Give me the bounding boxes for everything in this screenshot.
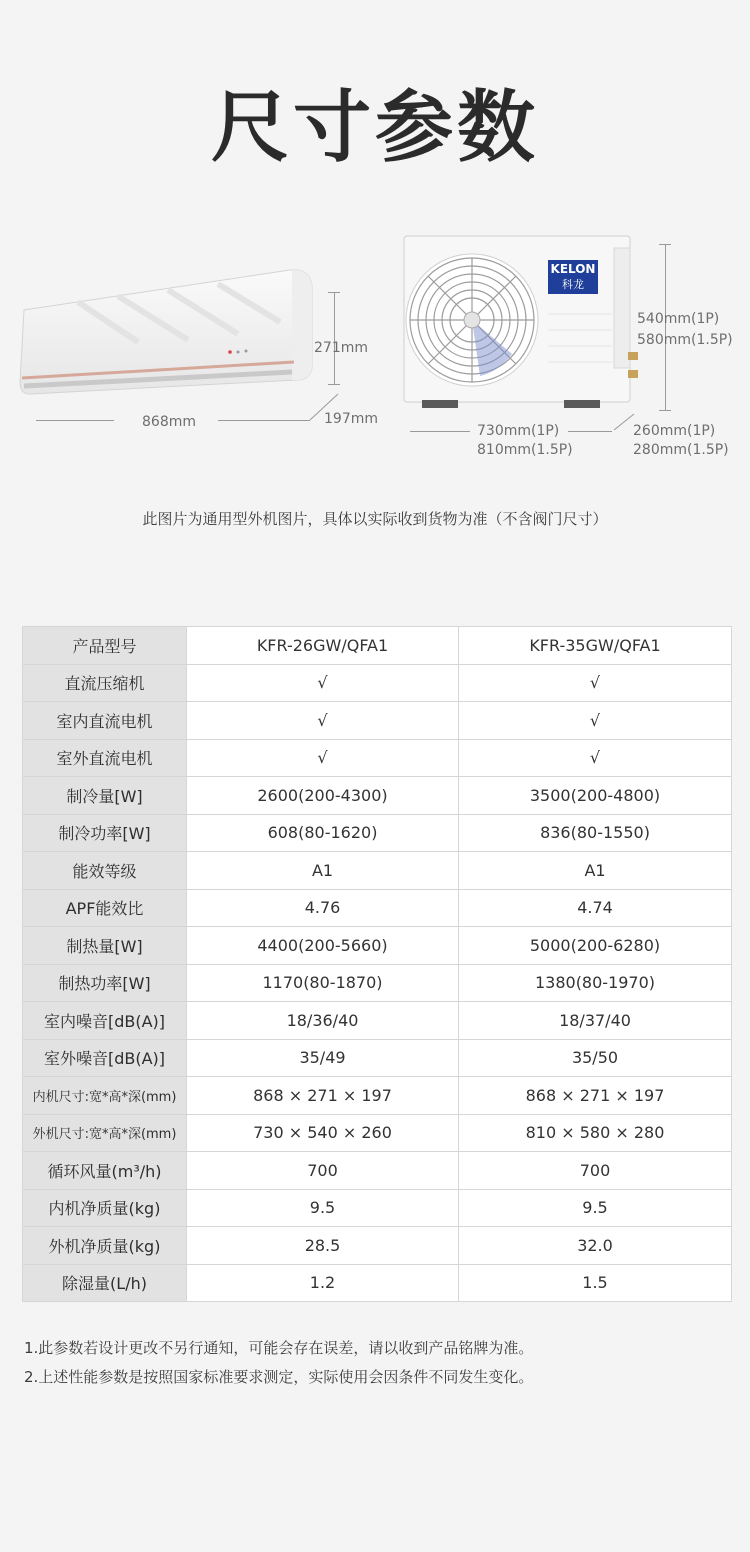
table-row <box>23 1152 732 1190</box>
value-26gw: 1170(80-1870) <box>187 964 459 1002</box>
value-26gw: KFR-26GW/QFA1 <box>187 627 459 665</box>
indoor-width-label: 868mm <box>142 414 196 430</box>
row-label: 产品型号 <box>23 627 187 665</box>
spec-table <box>22 626 732 1302</box>
row-label: APF能效比 <box>23 889 187 927</box>
row-label: 室外噪音[dB(A)] <box>23 1039 187 1077</box>
table-row <box>23 1264 732 1302</box>
value-35gw: KFR-35GW/QFA1 <box>459 627 732 665</box>
value-26gw: √ <box>187 739 459 777</box>
value-35gw: √ <box>459 739 732 777</box>
value-35gw: 700 <box>459 1152 732 1190</box>
value-26gw: 18/36/40 <box>187 1002 459 1040</box>
table-row <box>23 852 732 890</box>
table-row <box>23 664 732 702</box>
outdoor-depth-15p: 280mm(1.5P) <box>633 442 729 458</box>
value-26gw: 4400(200-5660) <box>187 927 459 965</box>
row-label: 内机尺寸:宽*高*深(mm) <box>23 1077 187 1115</box>
row-label: 制热功率[W] <box>23 964 187 1002</box>
row-label: 内机净质量(kg) <box>23 1189 187 1227</box>
row-label: 室内噪音[dB(A)] <box>23 1002 187 1040</box>
image-disclaimer: 此图片为通用型外机图片，具体以实际收到货物为准（不含阀门尺寸） <box>142 510 608 528</box>
value-26gw: 9.5 <box>187 1189 459 1227</box>
value-26gw: 4.76 <box>187 889 459 927</box>
table-row <box>23 739 732 777</box>
outdoor-width-15p: 810mm(1.5P) <box>477 442 573 458</box>
value-26gw: 1.2 <box>187 1264 459 1302</box>
value-35gw: 1.5 <box>459 1264 732 1302</box>
table-row <box>23 777 732 815</box>
outdoor-width-1p: 730mm(1P) <box>477 423 560 439</box>
table-row <box>23 1227 732 1265</box>
row-label: 外机净质量(kg) <box>23 1227 187 1265</box>
table-row <box>23 702 732 740</box>
table-row <box>23 1114 732 1152</box>
footnotes <box>24 1334 533 1392</box>
row-label: 循环风量(m³/h) <box>23 1152 187 1190</box>
brand-logo-text: KELON <box>550 262 596 276</box>
value-26gw: 730 × 540 × 260 <box>187 1114 459 1152</box>
value-35gw: √ <box>459 702 732 740</box>
value-35gw: 4.74 <box>459 889 732 927</box>
footnote-1: 1.此参数若设计更改不另行通知，可能会存在误差，请以收到产品铭牌为准。 <box>24 1339 534 1357</box>
row-label: 制热量[W] <box>23 927 187 965</box>
value-26gw: √ <box>187 702 459 740</box>
row-label: 制冷量[W] <box>23 777 187 815</box>
footnote-2: 2.上述性能参数是按照国家标准要求测定，实际使用会因条件不同发生变化。 <box>24 1368 534 1386</box>
row-label: 除湿量(L/h) <box>23 1264 187 1302</box>
outdoor-unit-image <box>402 234 642 420</box>
indoor-height-label: 271mm <box>314 340 368 356</box>
row-label: 室外直流电机 <box>23 739 187 777</box>
value-35gw: 3500(200-4800) <box>459 777 732 815</box>
value-35gw: 5000(200-6280) <box>459 927 732 965</box>
table-row <box>23 927 732 965</box>
indoor-depth-label: 197mm <box>324 411 378 427</box>
brand-logo-text-cn: 科龙 <box>562 278 584 291</box>
value-35gw: 9.5 <box>459 1189 732 1227</box>
table-row <box>23 889 732 927</box>
indoor-unit-image <box>18 262 318 402</box>
value-26gw: √ <box>187 664 459 702</box>
row-label: 制冷功率[W] <box>23 814 187 852</box>
outdoor-width-label <box>477 422 573 460</box>
value-35gw: 18/37/40 <box>459 1002 732 1040</box>
row-label: 室内直流电机 <box>23 702 187 740</box>
value-26gw: 35/49 <box>187 1039 459 1077</box>
row-label: 能效等级 <box>23 852 187 890</box>
table-row <box>23 814 732 852</box>
outdoor-height-label <box>637 309 733 351</box>
value-26gw: A1 <box>187 852 459 890</box>
outdoor-depth-1p: 260mm(1P) <box>633 423 716 439</box>
value-26gw: 2600(200-4300) <box>187 777 459 815</box>
page-title: 尺寸参数 <box>210 83 539 173</box>
value-26gw: 868 × 271 × 197 <box>187 1077 459 1115</box>
row-label: 外机尺寸:宽*高*深(mm) <box>23 1114 187 1152</box>
value-35gw: 810 × 580 × 280 <box>459 1114 732 1152</box>
value-35gw: 1380(80-1970) <box>459 964 732 1002</box>
table-row <box>23 1077 732 1115</box>
row-label: 直流压缩机 <box>23 664 187 702</box>
value-35gw: √ <box>459 664 732 702</box>
value-35gw: 868 × 271 × 197 <box>459 1077 732 1115</box>
table-row <box>23 1189 732 1227</box>
outdoor-height-1p: 540mm(1P) <box>637 311 720 327</box>
table-row <box>23 627 732 665</box>
value-26gw: 700 <box>187 1152 459 1190</box>
value-35gw: A1 <box>459 852 732 890</box>
outdoor-height-15p: 580mm(1.5P) <box>637 332 733 348</box>
table-row <box>23 1039 732 1077</box>
value-26gw: 608(80-1620) <box>187 814 459 852</box>
table-row <box>23 1002 732 1040</box>
value-35gw: 35/50 <box>459 1039 732 1077</box>
value-35gw: 836(80-1550) <box>459 814 732 852</box>
table-row <box>23 964 732 1002</box>
value-35gw: 32.0 <box>459 1227 732 1265</box>
brand-logo <box>548 262 598 292</box>
value-26gw: 28.5 <box>187 1227 459 1265</box>
outdoor-depth-label <box>633 422 729 460</box>
